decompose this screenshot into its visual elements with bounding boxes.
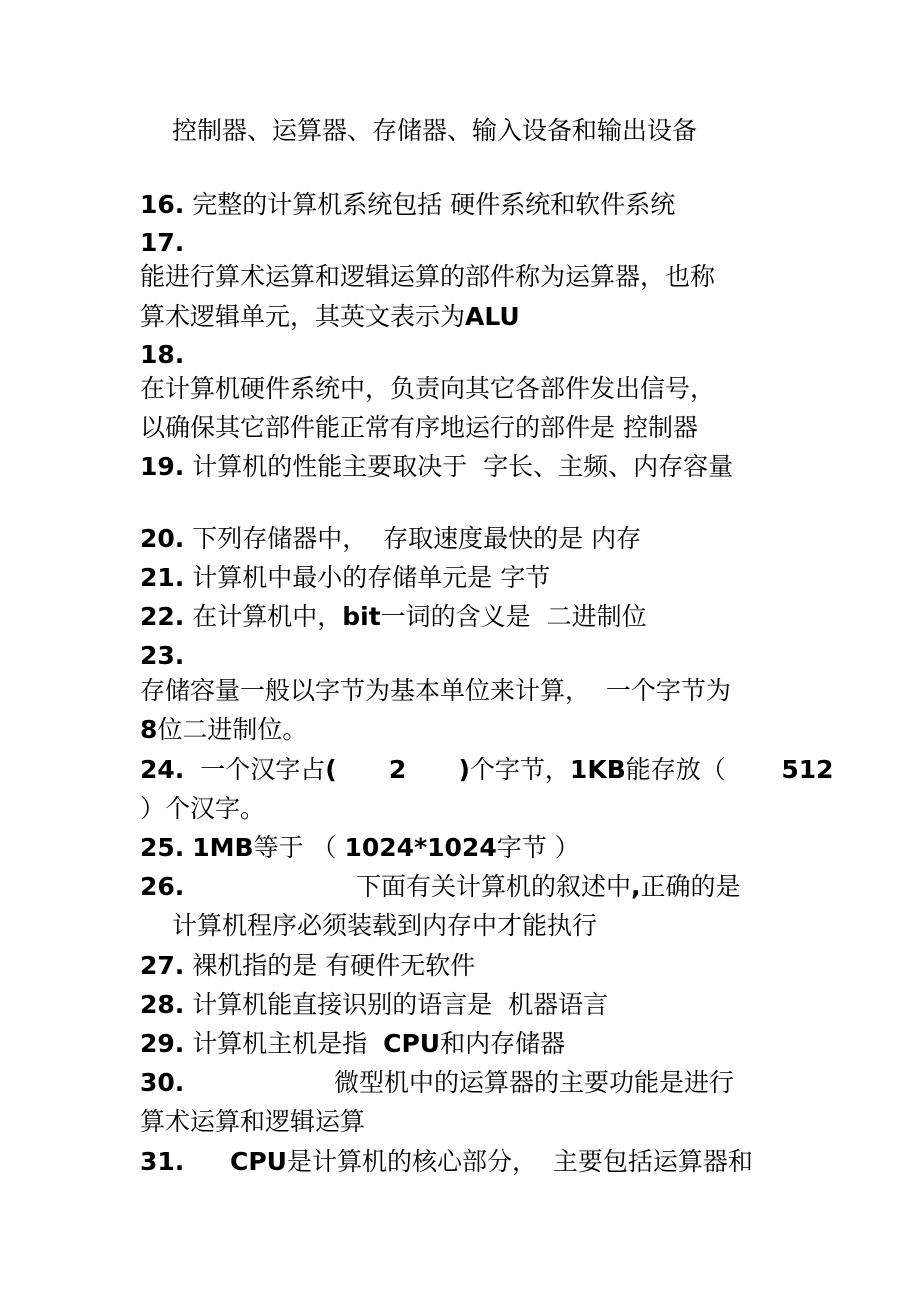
q28-line bbox=[140, 988, 608, 1022]
q23-number: 23. bbox=[140, 641, 185, 670]
q24-text-2: ）个汉字。 bbox=[140, 794, 266, 823]
q26-line1 bbox=[356, 870, 741, 904]
q23-text-1: 存储容量一般以字节为基本单位来计算， 一个字节为 bbox=[140, 676, 731, 705]
q31-line1 bbox=[230, 1145, 753, 1179]
q23-text-8: 8 bbox=[140, 715, 158, 744]
q26-text-1: 下面有关计算机的叙述中 bbox=[356, 872, 632, 901]
q30-line1 bbox=[334, 1066, 734, 1100]
q31-text-2: 是计算机的核心部分， 主要包括运算器和 bbox=[286, 1147, 753, 1176]
q26-text-1c: 正确的是 bbox=[640, 872, 741, 901]
q20-text: 下列存储器中， 存取速度最快的是 内存 bbox=[184, 524, 642, 553]
q29-text-1: 计算机主机是指 bbox=[184, 1029, 384, 1058]
q17-text-1: 能进行算术运算和逻辑运算的部件称为运算器，也称 bbox=[140, 262, 716, 291]
q18-text-1: 在计算机硬件系统中，负责向其它各部件发出信号， bbox=[140, 374, 716, 403]
q31-number: 31. bbox=[140, 1147, 185, 1176]
q30-answer-text: 算术运算和逻辑运算 bbox=[140, 1107, 366, 1136]
q15-answer-continuation bbox=[172, 114, 697, 148]
q23-line2 bbox=[140, 713, 307, 747]
q25-text-5: 字节 ） bbox=[496, 833, 580, 862]
q21-text: 计算机中最小的存储单元是 字节 bbox=[184, 563, 551, 592]
q21-line bbox=[140, 561, 550, 595]
q28-text: 计算机能直接识别的语言是 机器语言 bbox=[184, 990, 609, 1019]
q22-text-a: 在计算机中， bbox=[184, 602, 343, 631]
q22-number: 22. bbox=[140, 602, 185, 631]
q17-line2 bbox=[140, 300, 520, 334]
q18-text-2: 以确保其它部件能正常有序地运行的部件是 控制器 bbox=[140, 413, 698, 442]
q16-text: 完整的计算机系统包括 硬件系统和软件系统 bbox=[184, 190, 676, 219]
q29-number: 29. bbox=[140, 1029, 185, 1058]
q31-number-line bbox=[140, 1145, 184, 1179]
q27-number: 27. bbox=[140, 951, 185, 980]
q24-number: 24. bbox=[140, 755, 185, 784]
q24-line2 bbox=[140, 792, 265, 826]
q17-number: 17. bbox=[140, 228, 185, 257]
q17-text-2: 算术逻辑单元，其英文表示为 bbox=[140, 302, 466, 331]
q18-line2 bbox=[140, 411, 698, 445]
q23-number-line bbox=[140, 639, 184, 673]
q19-text: 计算机的性能主要取决于 字长、主频、内存容量 bbox=[184, 452, 734, 481]
q22-text-c: 一词的含义是 二进制位 bbox=[380, 602, 647, 631]
q29-line bbox=[140, 1027, 565, 1061]
q24-answer-512: 512 bbox=[781, 755, 834, 784]
q19-number: 19. bbox=[140, 452, 185, 481]
q30-number: 30. bbox=[140, 1068, 185, 1097]
q25-text-1mb: 1MB bbox=[192, 833, 254, 862]
q17-number-line bbox=[140, 226, 184, 260]
q22-text-bit: bit bbox=[342, 602, 381, 631]
q15-answer-text: 控制器、运算器、存储器、输入设备和输出设备 bbox=[172, 116, 698, 145]
q30-line2 bbox=[140, 1105, 365, 1139]
q22-line bbox=[140, 600, 647, 634]
q26-line2 bbox=[172, 909, 597, 943]
q24-line1 bbox=[140, 753, 834, 787]
q31-text-cpu: CPU bbox=[230, 1147, 287, 1176]
q18-line1 bbox=[140, 372, 715, 406]
q29-text-3: 和内存储器 bbox=[440, 1029, 566, 1058]
q17-line1 bbox=[140, 260, 715, 294]
q26-number: 26. bbox=[140, 872, 185, 901]
q30-number-line bbox=[140, 1066, 184, 1100]
q25-line bbox=[140, 831, 580, 865]
q29-text-cpu: CPU bbox=[383, 1029, 441, 1058]
q24-text-1: 一个汉字占 bbox=[184, 755, 326, 784]
q25-number: 25. bbox=[140, 833, 185, 862]
q25-text-3: 等于 （ bbox=[253, 833, 345, 862]
q26-answer-text: 计算机程序必须装载到内存中才能执行 bbox=[172, 911, 598, 940]
q24-answer-2: ( 2 ) bbox=[325, 755, 470, 784]
q24-text-3: 个字节， bbox=[469, 755, 570, 784]
q26-number-line bbox=[140, 870, 184, 904]
q23-text-2: 位二进制位。 bbox=[157, 715, 308, 744]
q19-line bbox=[140, 450, 733, 484]
q25-answer-value: 1024*1024 bbox=[344, 833, 497, 862]
q24-text-5: 能存放（ bbox=[625, 755, 782, 784]
q21-number: 21. bbox=[140, 563, 185, 592]
q18-number-line bbox=[140, 338, 184, 372]
q17-answer-alu: ALU bbox=[465, 302, 520, 331]
q24-text-1kb: 1KB bbox=[569, 755, 626, 784]
q26-comma: , bbox=[631, 872, 641, 901]
q30-text-1: 微型机中的运算器的主要功能是进行 bbox=[334, 1068, 735, 1097]
q18-number: 18. bbox=[140, 340, 185, 369]
q28-number: 28. bbox=[140, 990, 185, 1019]
q27-text: 裸机指的是 有硬件无软件 bbox=[184, 951, 476, 980]
q16-number: 16. bbox=[140, 190, 185, 219]
q16-line bbox=[140, 188, 675, 222]
q20-number: 20. bbox=[140, 524, 185, 553]
q27-line bbox=[140, 949, 475, 983]
q23-line1 bbox=[140, 674, 731, 708]
q20-line bbox=[140, 522, 641, 556]
